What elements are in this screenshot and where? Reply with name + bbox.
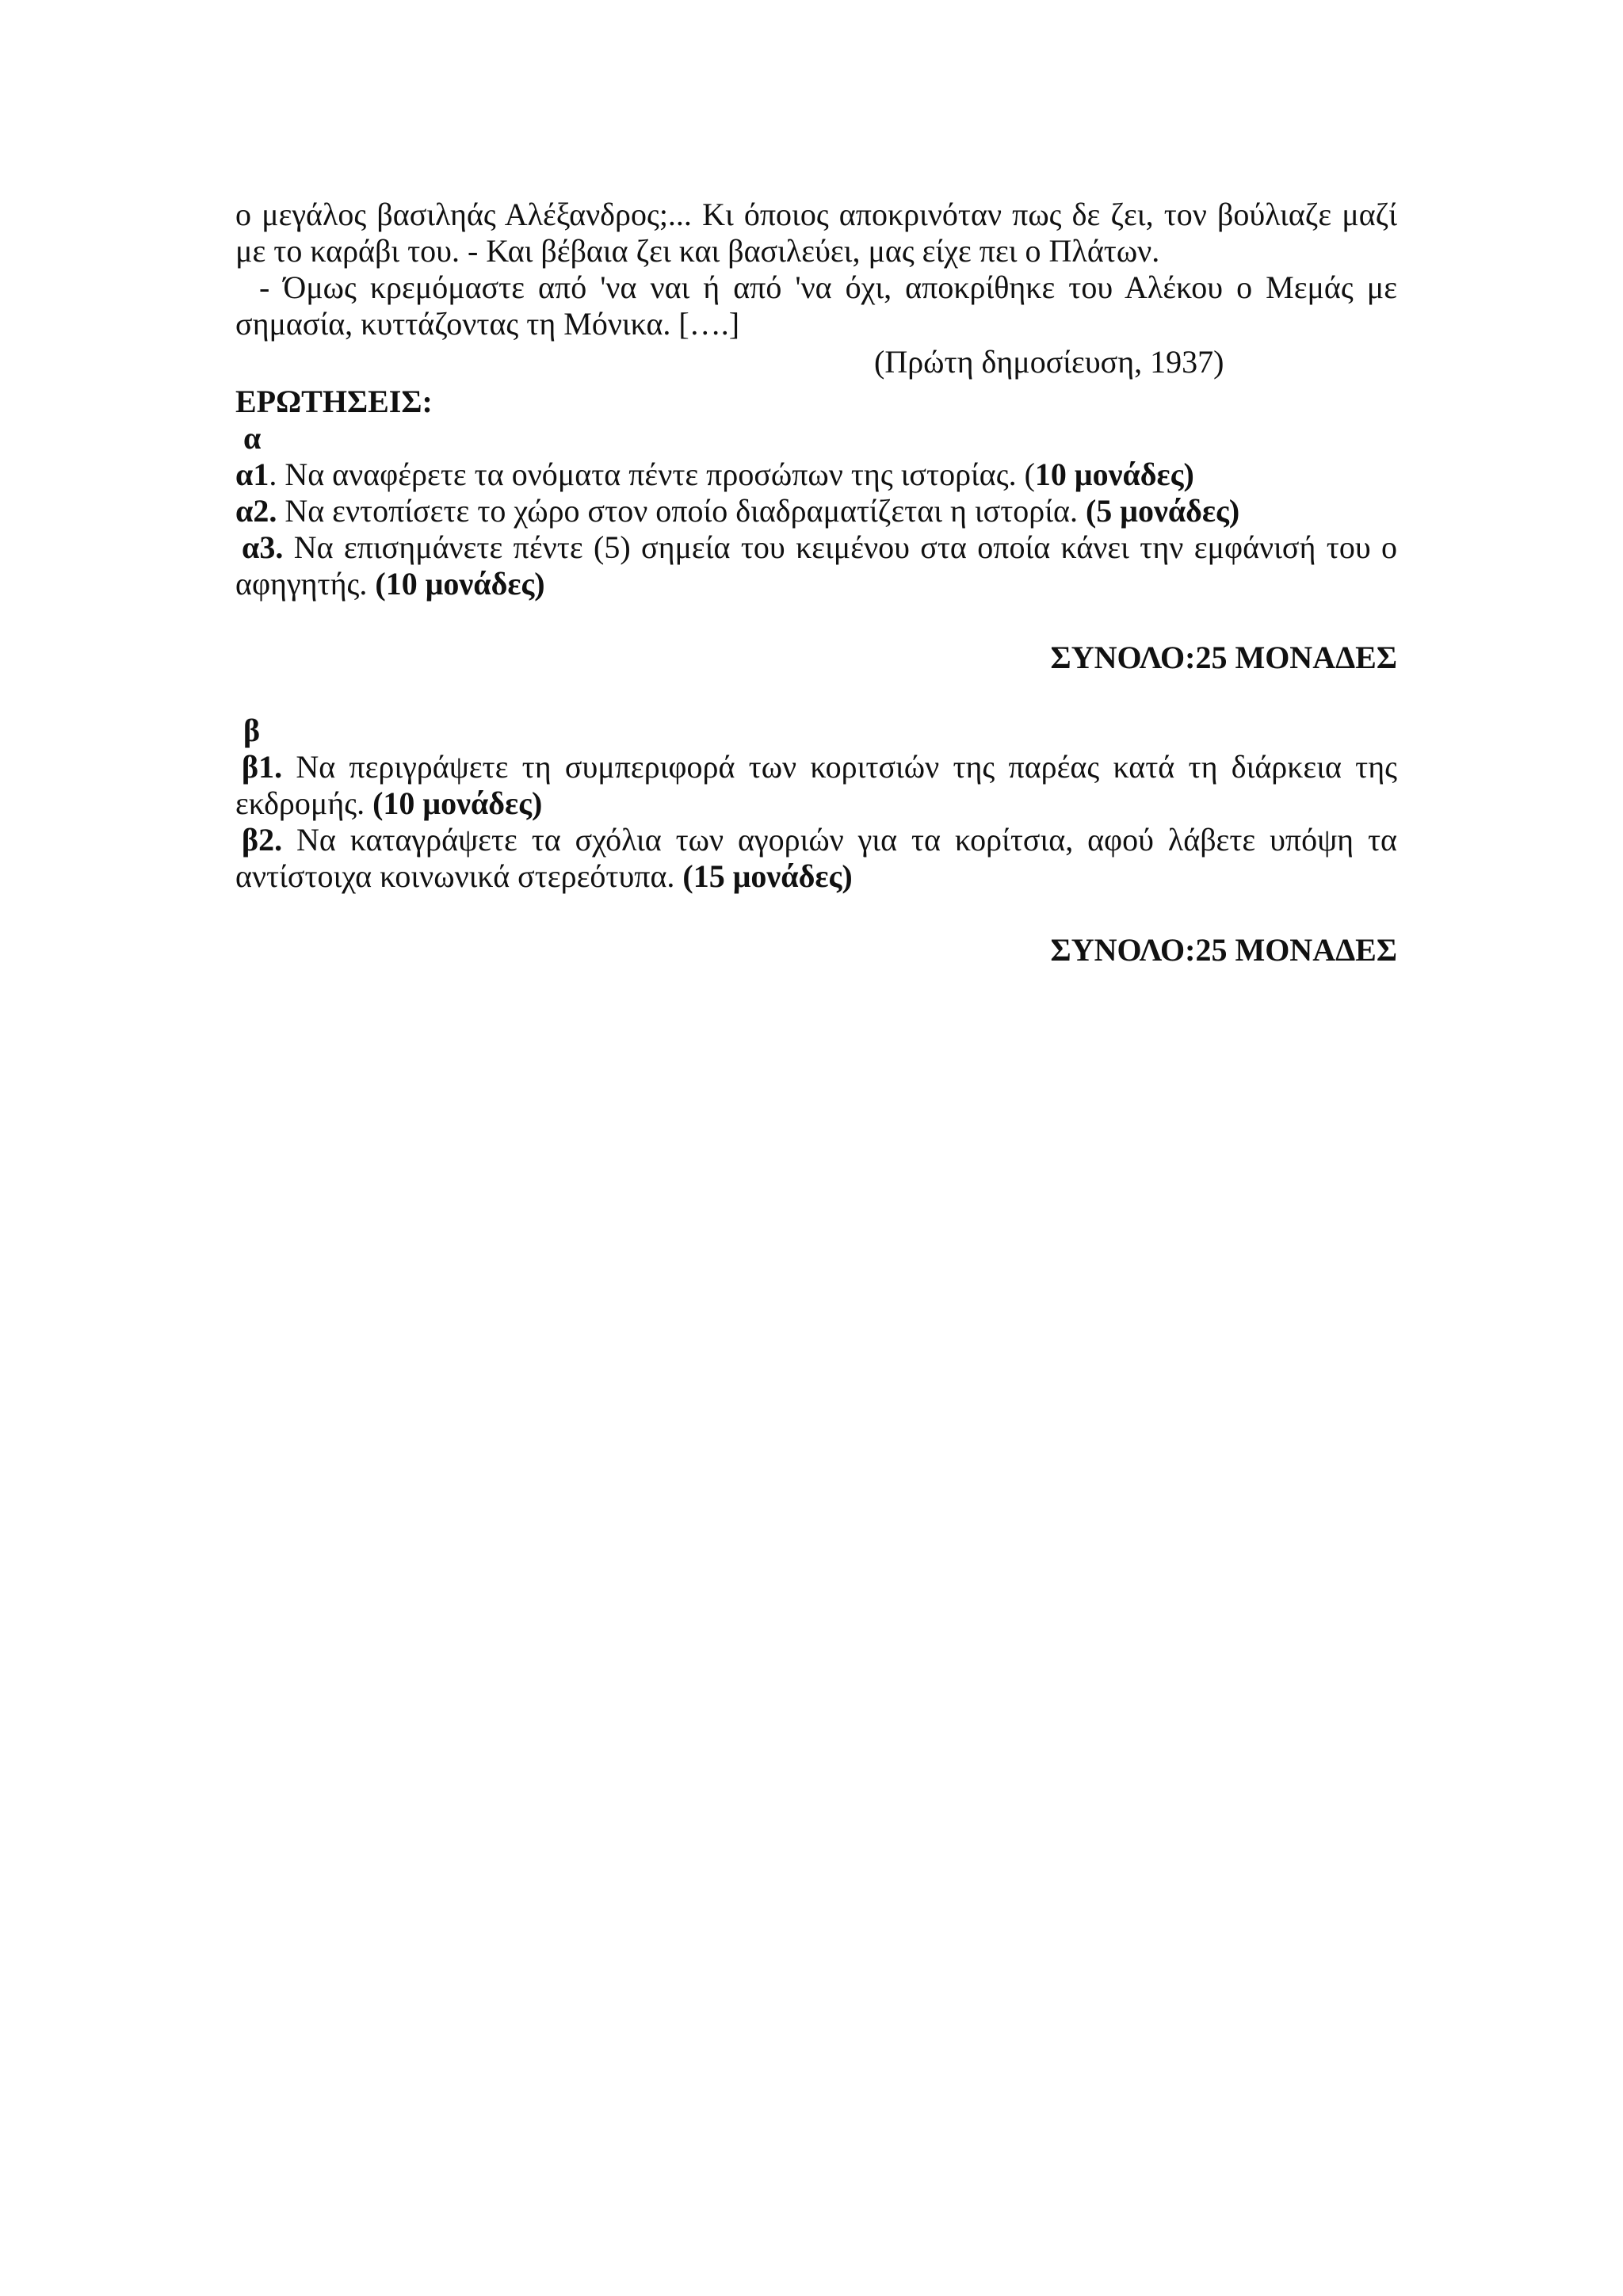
section-b-total: ΣΥΝΟΛΟ:25 ΜΟΝΑΔΕΣ: [1050, 932, 1397, 968]
question-b1: [235, 749, 1397, 822]
question-number: β2.: [242, 822, 283, 858]
question-a1: [235, 457, 1397, 493]
question-number: β1.: [242, 749, 283, 785]
question-number: α3.: [242, 529, 284, 565]
question-points: (15 μονάδες): [682, 858, 853, 894]
passage-paragraph-2: - Όμως κρεμόμαστε από 'να ναι ή από 'να όχι, αποκρίθηκε του Αλέκου ο Μεμάς με σημασία, κυττάζοντας τη Μόνικα. [….]: [235, 269, 1397, 342]
question-b2: [235, 822, 1397, 895]
question-number: α2.: [235, 493, 277, 529]
question-points: (10 μονάδες): [375, 566, 545, 602]
questions-heading: ΕΡΩΤΗΣΕΙΣ:: [235, 384, 433, 419]
question-text: Να περιγράψετε τη συμπεριφορά των κοριτσιών της παρέας κατά τη διάρκεια της εκδρομής.: [235, 749, 1397, 821]
passage-paragraph-1: ο μεγάλος βασιληάς Αλέξανδρος;... Κι όποιος αποκρινόταν πως δε ζει, τον βούλιαζε μαζί με το καράβι του. - Και βέβαια ζει και βασιλεύει, μας είχε πει ο Πλάτων.: [235, 197, 1397, 269]
question-number: α1: [235, 457, 269, 492]
question-points: 10 μονάδες): [1034, 457, 1194, 492]
question-points: (10 μονάδες): [372, 785, 543, 821]
section-b-label: β: [243, 712, 261, 748]
section-a-label: α: [243, 420, 262, 456]
publication-source: (Πρώτη δημοσίευση, 1937): [874, 344, 1224, 380]
question-points: (5 μονάδες): [1085, 493, 1240, 529]
question-text: Να επισημάνετε πέντε (5) σημεία του κειμένου στα οποία κάνει την εμφάνισή του ο αφηγητής.: [235, 529, 1397, 602]
question-a3: [235, 529, 1397, 602]
section-a-total: ΣΥΝΟΛΟ:25 ΜΟΝΑΔΕΣ: [1050, 640, 1397, 675]
question-text: . Να αναφέρετε τα ονόματα πέντε προσώπων της ιστορίας. (: [269, 457, 1035, 492]
question-a2: [235, 493, 1397, 529]
document-body: [235, 197, 1397, 968]
question-text: Να εντοπίσετε το χώρο στον οποίο διαδραματίζεται η ιστορία.: [277, 493, 1086, 529]
question-text: Να καταγράψετε τα σχόλια των αγοριών για τα κορίτσια, αφού λάβετε υπόψη τα αντίστοιχα κοινωνικά στερεότυπα.: [235, 822, 1397, 894]
